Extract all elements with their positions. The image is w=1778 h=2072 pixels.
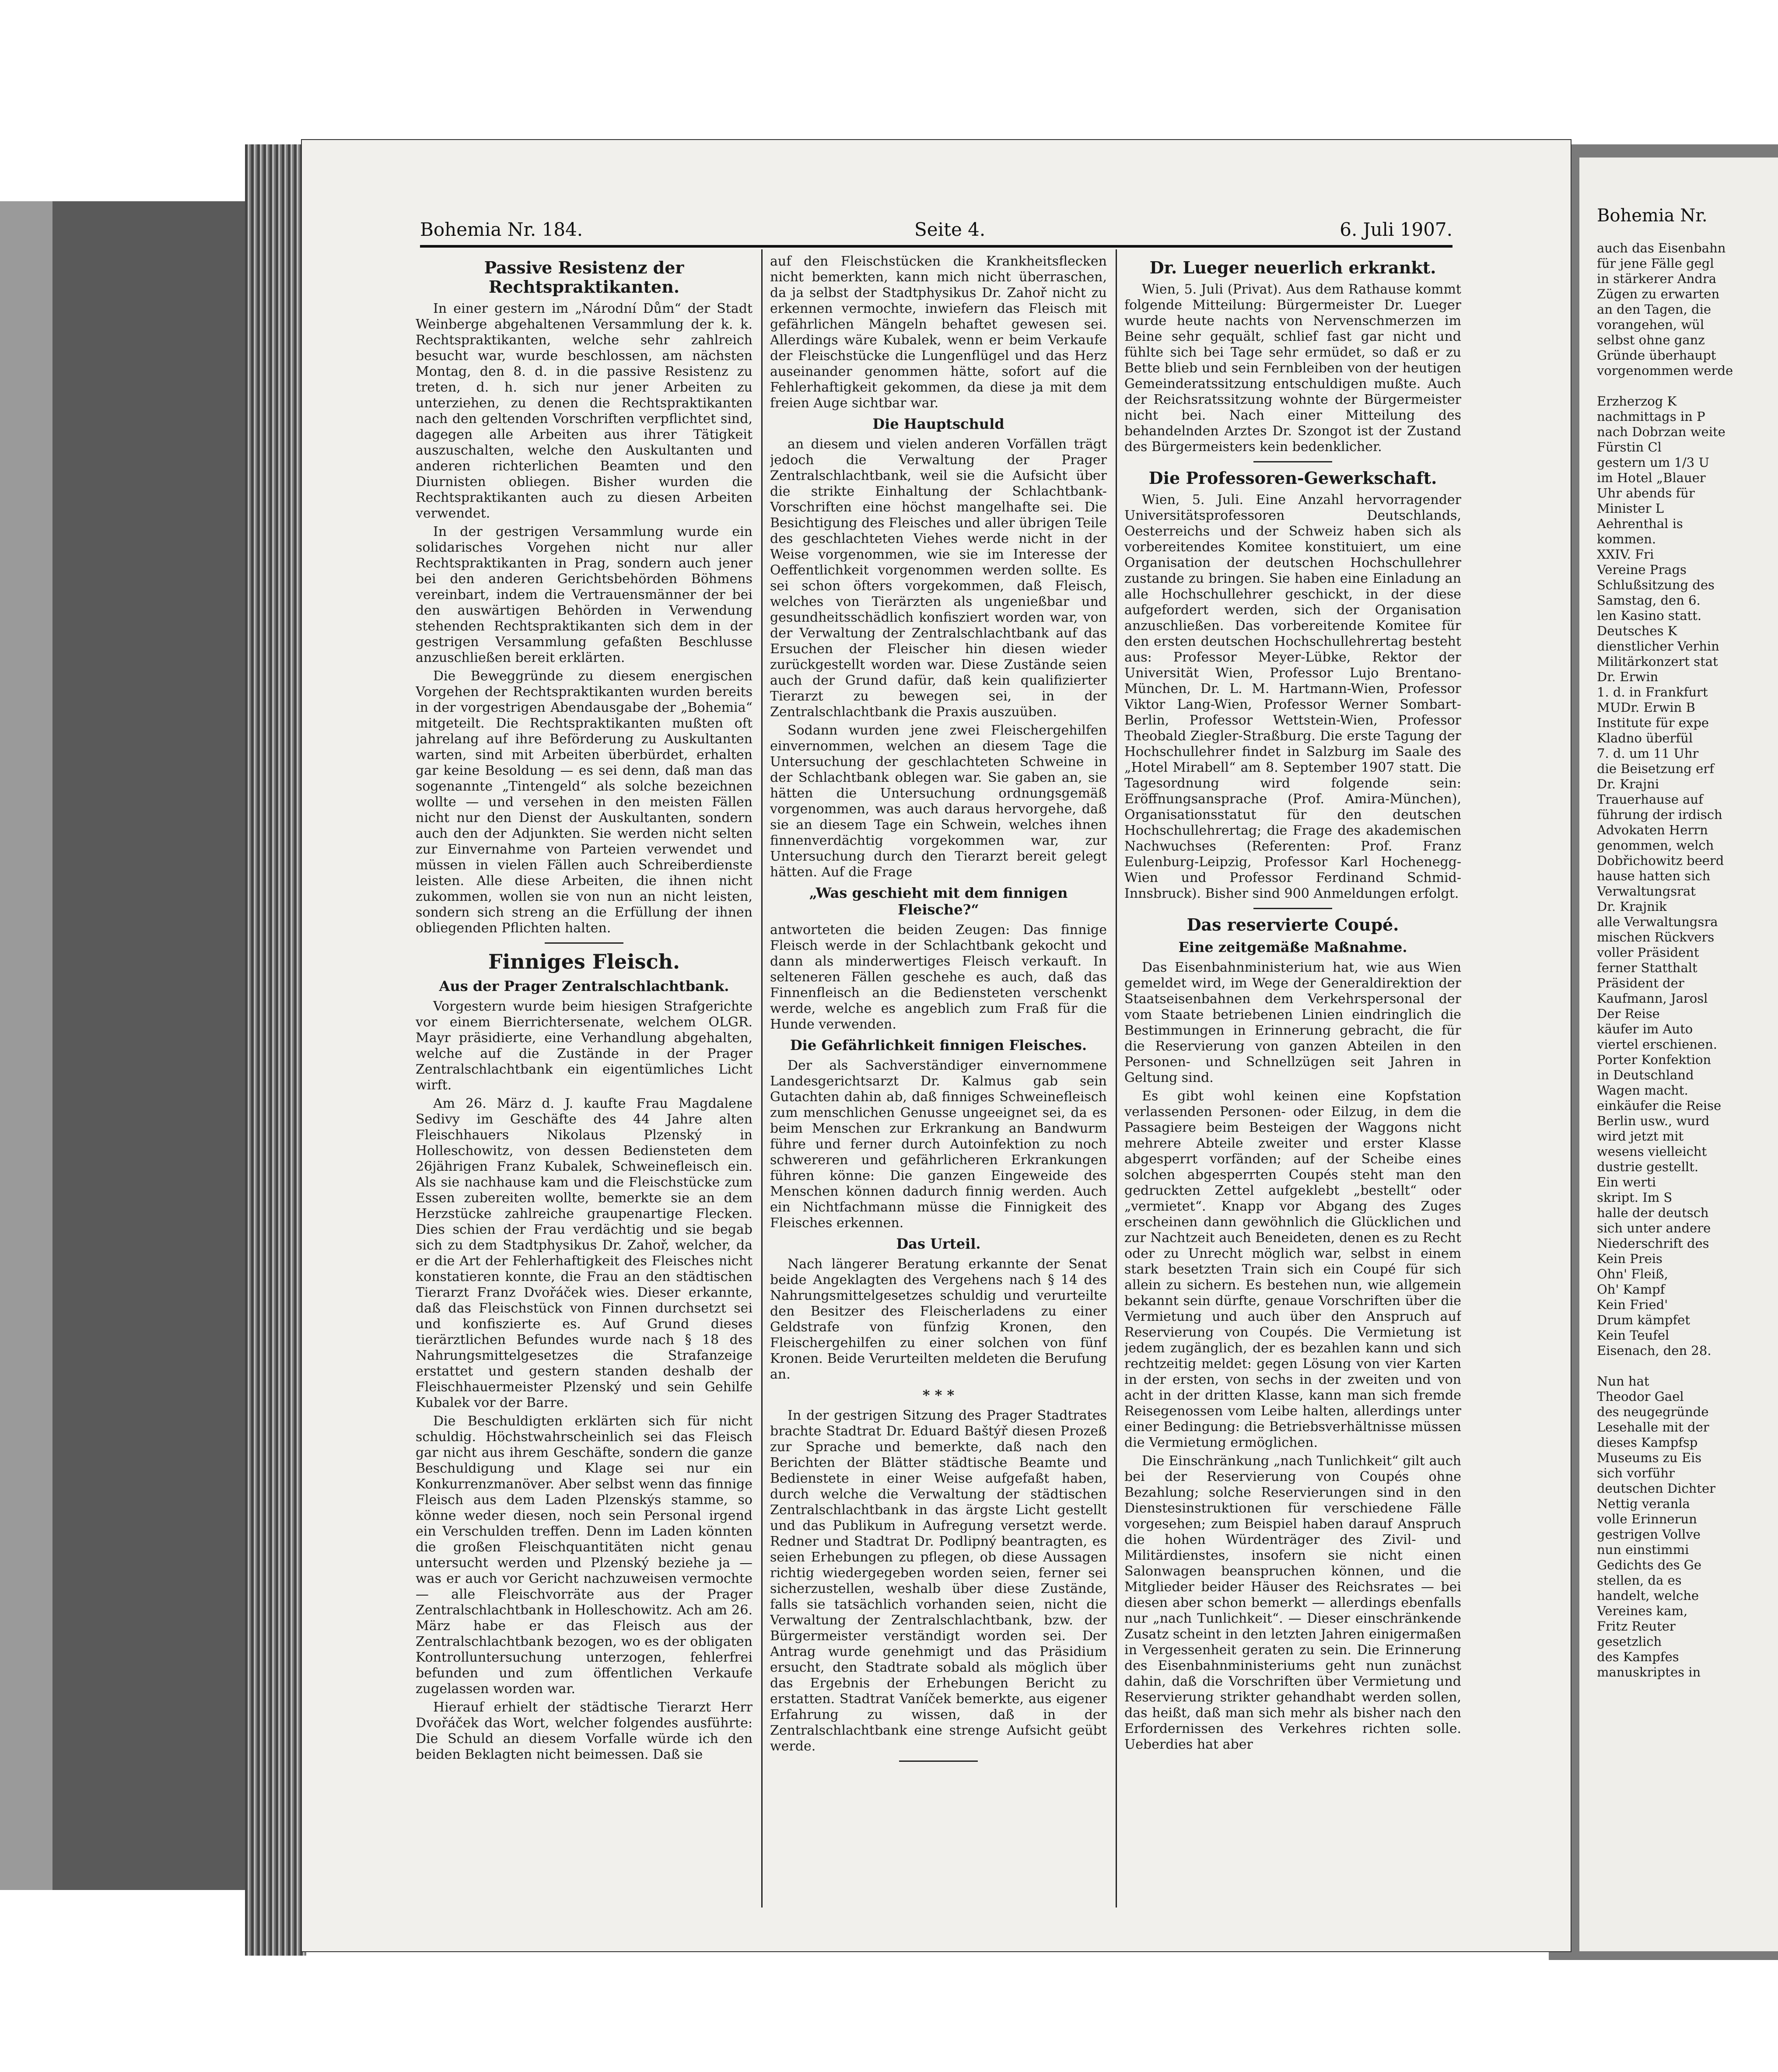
adjacent-page-line: genommen, welch	[1597, 838, 1714, 853]
adjacent-page-line: Theodor Gael	[1597, 1389, 1684, 1404]
adjacent-page-line: len Kasino statt.	[1597, 608, 1702, 623]
adjacent-page-line: Uhr abends für	[1597, 486, 1695, 500]
adjacent-page-line: wird jetzt mit	[1597, 1129, 1684, 1144]
adjacent-page-line: Der Reise	[1597, 1006, 1660, 1021]
adjacent-page-line: Erzherzog K	[1597, 394, 1677, 409]
adjacent-page-line: Lesehalle mit der	[1597, 1420, 1709, 1435]
column-rule	[1116, 249, 1117, 1908]
adjacent-page-line: vorgenommen werde	[1597, 363, 1733, 378]
adjacent-page	[1579, 158, 1778, 1951]
article-paragraph: In der gestrigen Sitzung des Prager Stadtrates brachte Stadtrat Dr. Eduard Baštýř diesen Prozeß zur Sprache und bemerkte, daß nach den Berichten der Blätter städtische Beamte und Bedienstete in einer Weise aufgefaßt haben, durch welche die Verwaltung der städtischen Zentralschlachtbank in das ärgste Licht gestellt und das Publikum in Aufregung versetzt werde. Redner und Stadtrat Dr. Podlipný beantragten, es seien Erhebungen zu pflegen, ob diese Aussagen richtig wiedergegeben worden seien, ferner sei sicherzustellen, weshalb über diese Zustände, falls sie tatsächlich vorhanden seien, nicht die Verwaltung der Zentralschlachtbank, bzw. der Bürgermeister verständigt worden sei. Der Antrag wurde genehmigt und das Präsidium ersucht, den Stadtrate sobald als möglich über das Ergebnis der Erhebungen Bericht zu erstatten. Stadtrat Vaníček bemerkte, aus eigener Erfahrung zu wissen, daß in der Zentralschlachtbank eine strenge Aufsicht geübt werde.	[770, 1408, 1107, 1754]
adjacent-page-line: in Deutschland	[1597, 1068, 1694, 1082]
adjacent-page-line: Vereine Prags	[1597, 562, 1687, 577]
divider	[545, 942, 623, 944]
adjacent-page-line: Dobřichowitz beerd	[1597, 853, 1724, 868]
adjacent-page-line: Nun hat	[1597, 1374, 1649, 1389]
article-paragraph: Nach längerer Beratung erkannte der Senat beide Angeklagten des Vergehens nach § 14 des Nahrungsmittelgesetzes schuldig und verurteilte den Besitzer des Fleischerladens zu einer Geldstrafe von fünfzig Kronen, den Fleischergehilfen zu einer solchen von fünf Kronen. Beide Verurteilten meldeten die Berufung an.	[770, 1256, 1107, 1382]
page-header	[420, 214, 1452, 248]
divider	[899, 1760, 978, 1762]
adjacent-page-line: MUDr. Erwin B	[1597, 700, 1695, 715]
adjacent-page-line: dieses Kampfsp	[1597, 1435, 1698, 1450]
adjacent-page-line: XXIV. Fri	[1597, 547, 1654, 562]
adjacent-page-line: einkäufer die Reise	[1597, 1098, 1722, 1113]
adjacent-page-line: Kein Fried'	[1597, 1297, 1668, 1312]
adjacent-page-line: Militärkonzert stat	[1597, 654, 1718, 669]
adjacent-page-line: Ohn' Fleiß,	[1597, 1267, 1668, 1281]
adjacent-page-line: halle der deutsch	[1597, 1205, 1709, 1220]
article-subheadline: Eine zeitgemäße Maßnahme.	[1178, 939, 1407, 956]
article-subheadline: Aus der Prager Zentralschlachtbank.	[439, 978, 729, 994]
article-paragraph: In der gestrigen Versammlung wurde ein solidarisches Vorgehen nicht nur aller Rechtspraktikanten in Prag, sondern auch jener bei den anderen Gerichtsbehörden Böhmens vereinbart, indem die Vertrauensmänner der bei den auswärtigen Behörden in Verwendung stehenden Rechtspraktikanten sich dem in der gestrigen Versammlung gefaßten Beschlusse anzuschließen bereit erklärten.	[416, 524, 752, 665]
adjacent-page-line: Dr. Erwin	[1597, 669, 1659, 684]
article-paragraph: Am 26. März d. J. kaufte Frau Magdalene Sedivy im Geschäfte des 44 Jahre alten Fleischhauers Nikolaus Plzenský in Holleschowitz, von dessen Bediensteten dem 26jährigen Franz Kubalek, Schweinefleisch ein. Als sie nachhause kam und die Fleischstücke zum Essen zubereiten wollte, bemerkte sie an dem Herzstücke zahlreiche graupenartige Flecken. Dies schien der Frau verdächtig und sie begab sich zu dem Stadtphysikus Dr. Zahoř, welcher, da er die Art der Fehlerhaftigkeit des Fleisches nicht konstatieren konnte, die Frau an den städtischen Tierarzt Franz Dvořáček wies. Dieser erkannte, daß das Fleischstück von Finnen durchsetzt sei und konfiszierte es. Auf Grund dieses tierärztlichen Befundes wurde nach § 18 des Nahrungsmittelgesetzes die Strafanzeige erstattet und gestern standen deshalb der Fleischhauermeister Plzenský und sein Gehilfe Kubalek vor der Barre.	[416, 1096, 752, 1410]
adjacent-page-line: deutschen Dichter	[1597, 1481, 1716, 1496]
adjacent-page-line: hause hatten sich	[1597, 868, 1711, 883]
divider	[1253, 908, 1332, 909]
adjacent-page-line: dustrie gestellt.	[1597, 1159, 1699, 1174]
adjacent-page-line: Oh' Kampf	[1597, 1282, 1665, 1297]
adjacent-page-line: Verwaltungsrat	[1597, 884, 1696, 899]
article-paragraph: Sodann wurden jene zwei Fleischergehilfen einvernommen, welchen an diesem Tage die Untersuchung der geschlachteten Schweine in der Schlachtbank oblegen war. Sie gaben an, sie hätten die Untersuchung ordnungsgemäß vorgenommen, was auch daraus hervorgehe, daß sie an diesem Tage ein Schwein, welches ihnen finnenverdächtig vorgekommen war, zur Untersuchung durch den Tierarzt bereit gelegt hätten. Auf die Frage	[770, 723, 1107, 880]
adjacent-page-line: Dr. Krajni	[1597, 777, 1659, 791]
article-paragraph: antworteten die beiden Zeugen: Das finnige Fleisch werde in der Schlachtbank gekocht und dann als minderwertiges Fleisch verkauft. In selteneren Fällen geschehe es auch, daß das Finnenfleisch an die Bediensteten verschenkt werde, welche es angeblich zum Fraß für die Hunde verwenden.	[770, 922, 1107, 1032]
adjacent-page-line: gestern um 1/3 U	[1597, 455, 1709, 470]
adjacent-page-line: Kein Teufel	[1597, 1328, 1670, 1343]
adjacent-page-line: manuskriptes in	[1597, 1665, 1701, 1680]
adjacent-page-line: Gedichts des Ge	[1597, 1558, 1701, 1572]
adjacent-page-line: Advokaten Herrn	[1597, 822, 1708, 837]
adjacent-page-line: Museums zu Eis	[1597, 1450, 1702, 1465]
adjacent-page-line: für jene Fälle gegl	[1597, 256, 1714, 271]
adjacent-page-column	[1597, 241, 1772, 1680]
adjacent-page-line: Deutsches K	[1597, 623, 1677, 638]
adjacent-page-line: Vereines kam,	[1597, 1603, 1688, 1618]
adjacent-page-line: Kein Preis	[1597, 1251, 1662, 1266]
adjacent-page-line: Ein werti	[1597, 1175, 1656, 1190]
adjacent-page-line: nachmittags in P	[1597, 409, 1705, 424]
adjacent-page-line: des Kampfes	[1597, 1649, 1679, 1664]
adjacent-page-line: in stärkerer Andra	[1597, 271, 1717, 286]
adjacent-page-line: stellen, da es	[1597, 1573, 1682, 1588]
adjacent-page-line: Fürstin Cl	[1597, 440, 1662, 455]
adjacent-page-line: volle Erinnerun	[1597, 1512, 1697, 1526]
adjacent-page-line: dienstlicher Verhin	[1597, 639, 1719, 654]
article-paragraph: Vorgestern wurde beim hiesigen Strafgerichte vor einem Bierrichtersenate, welchem OLGR. Mayr präsidierte, eine Verhandlung abgehalten, welche auf die Zustände in der Prager Zentralschlachtbank ein eigentümliches Licht wirft.	[416, 999, 752, 1093]
divider	[1253, 461, 1332, 462]
adjacent-page-line: nach Dobrzan weite	[1597, 424, 1726, 439]
header-page-number: Seite 4.	[914, 219, 986, 240]
article-paragraph: In einer gestern im „Národní Dům“ der Stadt Weinberge abgehaltenen Versammlung der k. k. Rechtspraktikanten, welche sehr zahlreich besucht war, wurde beschlossen, am nächsten Montag, den 8. d. in die passive Resistenz zu treten, d. h. sich nur jener Arbeiten zu unterziehen, zu denen die Rechtspraktikanten nach den geltenden Vorschriften verpflichtet sind, dagegen alle Arbeiten aus ihrer Tätigkeit auszuschalten, welche den Auskultanten und anderen richterlichen Beamten und den Diurnisten obliegen. Bisher wurden die Rechtspraktikanten auch zu diesen Arbeiten verwendet.	[416, 301, 752, 521]
article-paragraph: an diesem und vielen anderen Vorfällen trägt jedoch die Verwaltung der Prager Zentralschlachtbank, weil sie die Aufsicht über die strikte Einhaltung der Schlachtbank-Vorschriften eine höchst mangelhafte sei. Die Besichtigung des Fleisches und aller übrigen Teile des geschlachteten Viehes werde nicht in der Weise vorgenommen, wie sie im Interesse der Oeffentlichkeit vorgenommen werden sollte. Es sei schon öfters vorgekommen, daß Fleisch, welches von Tierärzten als ungenießbar und gesundheitsschädlich konfisziert worden war, von der Verwaltung der Zentralschlachtbank auf das Ersuchen der Fleischer hin diesen wieder zurückgestellt worden war. Diese Zustände seien auch der Grund dafür, daß kein qualifizierter Tierarzt zu bewegen sei, in der Zentralschlachtbank die Praxis auszuüben.	[770, 437, 1107, 720]
adjacent-page-line: 1. d. in Frankfurt	[1597, 685, 1708, 700]
adjacent-page-line: selbst ohne ganz	[1597, 332, 1705, 347]
article-paragraph: Wien, 5. Juli (Privat). Aus dem Rathause kommt folgende Mitteilung: Bürgermeister Dr. Lueger wurde heute nachts von Nervenschmerzen im Beine sehr gequält, schlief fast gar nicht und fühlte sich bei Tage sehr ermüdet, so daß er zu Bette blieb und sein Fernbleiben von der heutigen Gemeinderatssitzung entschuldigen mußte. Auch der Reichsratssitzung wohnte der Bürgermeister nicht bei. Nach einer Mitteilung des behandelnden Arztes Dr. Szongot ist der Zustand des Bürgermeisters kein bedenklicher.	[1124, 282, 1461, 455]
adjacent-page-line: Schlußsitzung des	[1597, 578, 1715, 592]
background-dark	[52, 201, 245, 1890]
article-headline: Die Professoren-Gewerkschaft.	[1148, 468, 1437, 488]
adjacent-page-line: 7. d. um 11 Uhr	[1597, 746, 1699, 761]
article-paragraph: Die Beweggründe zu diesem energischen Vorgehen der Rechtspraktikanten wurden bereits in der vorgestrigen Abendausgabe der „Bohemia“ mitgeteilt. Die Rechtspraktikanten mußten oft jahrelang auf ihre Beförderung zu Auskultanten warten, sind mit Arbeiten überbürdet, erhalten gar keine Besoldung — es sei denn, daß man das sogenannte „Tintengeld“ als solche bezeichnen wollte — und versehen in den meisten Fällen nicht nur den Dienst der Auskultanten, sondern auch den der Adjunkten. Sie werden nicht selten zur Einvernahme von Parteien verwendet und müssen in vielen Fällen auch Schreiberdienste leisten. Alle diese Arbeiten, die ihnen nicht zukommen, wollen sie von nun an nicht leisten, sondern sich streng an die Erfüllung der ihnen obliegenden Pflichten halten.	[416, 668, 752, 936]
adjacent-page-line: skript. Im S	[1597, 1190, 1673, 1205]
header-title: Bohemia Nr. 184.	[420, 219, 583, 240]
adjacent-page-line: ferner Statthalt	[1597, 960, 1698, 975]
article-headline: Passive Resistenz der Rechtspraktikanten.	[484, 258, 684, 297]
adjacent-page-line: an den Tagen, die	[1597, 302, 1712, 317]
column-2	[770, 254, 1107, 1908]
column-rule	[761, 249, 763, 1908]
adjacent-page-line: Dr. Krajnik	[1597, 899, 1667, 914]
adjacent-page-line: viertel erschienen.	[1597, 1037, 1717, 1052]
article-headline: Das reservierte Coupé.	[1186, 915, 1399, 934]
adjacent-page-line: alle Verwaltungsra	[1597, 914, 1718, 929]
book-spine	[245, 144, 306, 1956]
section-separator: * * *	[922, 1387, 955, 1404]
article-paragraph: auf den Fleischstücken die Krankheitsflecken nicht bemerkten, kann mich nicht überraschen, da ja selbst der Stadtphysikus Dr. Zahoř nicht zu erkennen vermochte, inwiefern das Fleisch mit gefährlichen Mängeln behaftet gewesen sei. Allerdings wäre Kubalek, wenn er beim Verkaufe der Fleischstücke die Lungenflügel und das Herz auseinander genommen hätte, sofort auf die Fehlerhaftigkeit gekommen, da diese ja mit dem freien Auge sichtbar war.	[770, 254, 1107, 411]
section-heading: „Was geschieht mit dem finnigen Fleische?“	[809, 885, 1068, 918]
adjacent-page-line: Gründe überhaupt	[1597, 348, 1716, 363]
article-paragraph: Es gibt wohl keinen eine Kopfstation verlassenden Personen- oder Eilzug, in dem die Passagiere beim Besteigen der Waggons nicht mehrere Abteile zweiter und erster Klasse abgesperrt vorfänden; auf der Scheibe eines solchen abgesperrten Coupés steht man den gedruckten Zettel aufgeklebt „bestellt“ oder „vermietet“. Knapp vor Abgang des Zuges erscheinen dann gewöhnlich die Glücklichen und zur Nachtzeit auch Beneideten, denen es zu Recht oder zu Unrecht möglich war, selbst in einem stark besetzten Train sich ein Coupé für sich allein zu sichern. Es bestehen nun, wie allgemein bekannt sein dürfte, genaue Vorschriften über die Vermietung und auch über den Anspruch auf Reservierung von Coupés. Die Vermietung ist jedem zugänglich, der es bezahlen kann und sich rechtzeitig meldet: gegen Lösung von vier Karten in der ersten, von sechs in der zweiten und von acht in der dritten Klasse, kann man sich fremde Reisegenossen vom Leibe halten, allerdings unter einer Bedingung: die Betriebsverhältnisse müssen die Vermietung ermöglichen.	[1124, 1088, 1461, 1450]
column-3	[1124, 254, 1461, 1908]
section-heading: Die Gefährlichkeit finnigen Fleisches.	[790, 1037, 1087, 1054]
adjacent-page-line: im Hotel „Blauer	[1597, 470, 1706, 485]
article-paragraph: Wien, 5. Juli. Eine Anzahl hervorragender Universitätsprofessoren Deutschlands, Oesterreichs und der Schweiz haben sich als vorbereitendes Komitee konstituiert, um eine Organisation der deutschen Hochschullehrer zustande zu bringen. Sie haben eine Einladung an alle Hochschullehrer geschickt, in der diese aufgefordert werden, sich der Organisation anzuschließen. Das vorbereitende Komitee für den ersten deutschen Hochschullehrertag besteht aus: Professor Meyer-Lübke, Rektor der Universität Wien, Professor Lujo Brentano-München, Dr. L. M. Hartmann-Wien, Professor Viktor Lang-Wien, Professor Werner Sombart-Berlin, Professor Wettstein-Wien, Professor Theobald Ziegler-Straßburg. Die erste Tagung der Hochschullehrer findet in Salzburg im Saale des „Hotel Mirabell“ am 8. September 1907 statt. Die Tagesordnung wird folgende sein: Eröffnungsansprache (Prof. Amira-München), Organisationsstatut für den deutschen Hochschullehrertag; die Frage des akademischen Nachwuchses (Referenten: Prof. Franz Eulenburg-Leipzig, Professor Karl Hochenegg-Wien und Professor Ferdinand Schmid-Innsbruck). Bisher sind 900 Anmeldungen erfolgt.	[1124, 492, 1461, 901]
adjacent-page-line: auch das Eisenbahn	[1597, 241, 1726, 256]
article-paragraph: Hierauf erhielt der städtische Tierarzt Herr Dvořáček das Wort, welcher folgendes ausführte: Die Schuld an diesem Vorfalle würde ich den beiden Beklagten nicht beimessen. Daß sie	[416, 1700, 752, 1762]
adjacent-page-line: sich vorführ	[1597, 1466, 1675, 1480]
adjacent-page-line: Eisenach, den 28.	[1597, 1343, 1712, 1358]
adjacent-page-line: Kaufmann, Jarosl	[1597, 991, 1708, 1006]
adjacent-page-line: Präsident der	[1597, 976, 1684, 990]
article-headline: Finniges Fleisch.	[488, 950, 680, 973]
background-left	[0, 201, 57, 1890]
adjacent-page-line: vorangehen, wül	[1597, 317, 1704, 332]
adjacent-page-line: gesetzlich	[1597, 1634, 1662, 1649]
adjacent-page-line: Niederschrift des	[1597, 1236, 1709, 1251]
section-heading: Die Hauptschuld	[872, 416, 1004, 432]
article-paragraph: Die Beschuldigten erklärten sich für nicht schuldig. Höchstwahrscheinlich sei das Fleisch gar nicht aus ihrem Geschäfte, sondern die ganze Beschuldigung und Klage sei nur ein Konkurrenzmanöver. Aber selbst wenn das finnige Fleisch aus dem Laden Plzenskýs stamme, so könne weder diesen, noch sein Personal irgend ein Verschulden treffen. Denn im Laden könnten die großen Fleischquantitäten nicht genau untersucht werden und Plzenský beziehe ja — was er auch vor Gericht nachzuweisen vermochte — alle Fleischvorräte aus der Prager Zentralschlachtbank in Holleschowitz. Ach am 26. März habe er das Fleisch aus der Zentralschlachtbank bezogen, wo es der obligaten Kontrolluntersuchung unterzogen, fehlerfrei befunden und zum öffentlichen Verkaufe zugelassen worden war.	[416, 1414, 752, 1697]
adjacent-page-line: Wagen macht.	[1597, 1083, 1688, 1098]
adjacent-page-line: Berlin usw., wurd	[1597, 1113, 1710, 1128]
adjacent-page-line: Fritz Reuter	[1597, 1619, 1676, 1634]
adjacent-page-header: Bohemia Nr.	[1597, 206, 1708, 226]
adjacent-page-line: kommen.	[1597, 532, 1656, 546]
adjacent-page-line: Nettig veranla	[1597, 1496, 1690, 1511]
adjacent-page-line: mischen Rückvers	[1597, 930, 1715, 945]
adjacent-page-line: Minister L	[1597, 501, 1664, 516]
newspaper-page	[302, 140, 1571, 1951]
adjacent-page-line: des neugegründe	[1597, 1404, 1709, 1419]
adjacent-page-line: führung der irdisch	[1597, 807, 1722, 822]
adjacent-page-line	[1597, 378, 1772, 394]
section-heading: Das Urteil.	[896, 1236, 981, 1252]
adjacent-page-line: Institute für expe	[1597, 715, 1709, 730]
adjacent-page-line: Trauerhause auf	[1597, 792, 1703, 807]
adjacent-page-line: sich unter andere	[1597, 1221, 1711, 1236]
article-headline: Dr. Lueger neuerlich erkrankt.	[1149, 258, 1436, 277]
adjacent-page-line: käufer im Auto	[1597, 1022, 1693, 1036]
adjacent-page-line: voller Präsident	[1597, 945, 1699, 960]
adjacent-page-line: Aehrenthal is	[1597, 516, 1683, 531]
adjacent-page-line: Zügen zu erwarten	[1597, 287, 1720, 301]
header-date: 6. Juli 1907.	[1340, 219, 1452, 240]
adjacent-page-line: gestrigen Vollve	[1597, 1527, 1701, 1542]
adjacent-page-line: Porter Konfektion	[1597, 1052, 1712, 1067]
article-paragraph: Die Einschränkung „nach Tunlichkeit“ gilt auch bei der Reservierung von Coupés ohne Bezahlung; solche Reservierungen sind in den Dienstesinstruktionen für verschiedene Fälle vorgesehen; zum Beispiel haben darauf Anspruch die hohen Würdenträger des Zivil- und Militärdienstes, insofern sie nicht einen Salonwagen beanspruchen können, und die Mitglieder beider Häuser des Reichsrates — bei diesen aber schon bemerkt — allerdings ebenfalls nur „nach Tunlichkeit“. — Dieser einschränkende Zusatz scheint in den letzten Jahren einigermaßen in Vergessenheit geraten zu sein. Die Erinnerung des Eisenbahnministeriums geht nun zunächst dahin, daß die Vorschriften über Vermietung und Reservierung strikter gehandhabt werden sollen, das heißt, daß man sich mehr als bisher nach den Erfordernissen des Verkehres richten solle. Ueberdies hat aber	[1124, 1453, 1461, 1752]
article-paragraph: Der als Sachverständiger einvernommene Landesgerichtsarzt Dr. Kalmus gab sein Gutachten dahin ab, daß finniges Schweinefleisch zum menschlichen Genusse ungeeignet sei, da es beim Menschen zur Erkrankung an Bandwurm führe und ferner durch Autoinfektion zu noch schwereren und gefährlicheren Erkrankungen führen könne: Die ganzen Eingeweide des Menschen können dadurch finnig werden. Auch ein Nichtfachmann müsse die Finnigkeit des Fleisches erkennen.	[770, 1058, 1107, 1231]
column-1	[416, 254, 752, 1908]
article-paragraph: Das Eisenbahnministerium hat, wie aus Wien gemeldet wird, im Wege der Generaldirektion der Staatseisenbahnen dem Verkehrspersonal der vom Staate betriebenen Linien eindringlich die Bestimmungen in Erinnerung gebracht, die für die Reservierung von ganzen Abteilen in den Personen- und Schnellzügen seit Jahren in Geltung sind.	[1124, 960, 1461, 1085]
adjacent-page-line: handelt, welche	[1597, 1588, 1699, 1603]
adjacent-page-line: die Beisetzung erf	[1597, 761, 1714, 776]
adjacent-page-line: Samstag, den 6.	[1597, 593, 1701, 608]
adjacent-page-line: Kladno überfül	[1597, 731, 1693, 746]
adjacent-page-line	[1597, 1358, 1772, 1374]
adjacent-page-line: wesens vielleicht	[1597, 1144, 1707, 1159]
adjacent-page-line: nun einstimmi	[1597, 1542, 1689, 1557]
adjacent-page-line: Drum kämpfet	[1597, 1312, 1690, 1327]
